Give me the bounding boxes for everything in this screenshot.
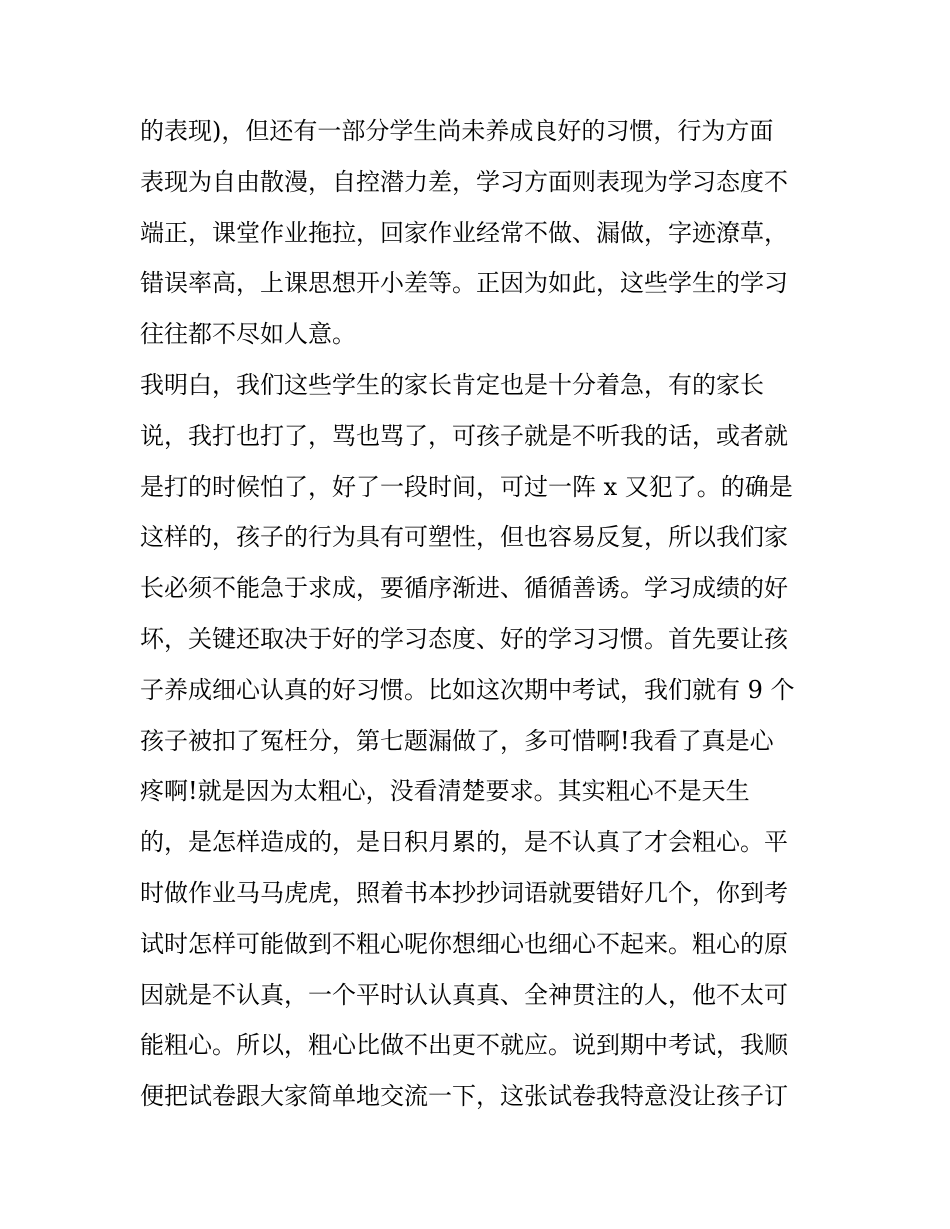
text-line: 能粗心。所以，粗心比做不出更不就应。说到期中考试，我顺 [140,1031,788,1060]
text-line: 表现为自由散漫，自控潜力差，学习方面则表现为学习态度不 [140,167,788,196]
text-line: 端正，课堂作业拖拉，回家作业经常不做、漏做，字迹潦草， [140,218,788,247]
text-line: 我明白，我们这些学生的家长肯定也是十分着急，有的家长 [140,370,764,399]
text-line: 子养成细心认真的好习惯。比如这次期中考试，我们就有 9 个 [140,675,795,704]
text-line: 往往都不尽如人意。 [140,320,356,349]
document-body [140,106,820,1122]
text-line: 孩子被扣了冤枉分，第七题漏做了，多可惜啊!我看了真是心 [140,726,774,755]
text-line: 试时怎样可能做到不粗心呢你想细心也细心不起来。粗心的原 [140,929,788,958]
text-line: 便把试卷跟大家简单地交流一下，这张试卷我特意没让孩子订 [140,1082,788,1111]
text-line: 因就是不认真，一个平时认认真真、全神贯注的人，他不太可 [140,980,788,1009]
text-line: 长必须不能急于求成，要循序渐进、循循善诱。学习成绩的好 [140,574,788,603]
text-line: 是打的时候怕了，好了一段时间，可过一阵 x 又犯了。的确是 [140,472,793,501]
text-line: 的，是怎样造成的，是日积月累的，是不认真了才会粗心。平 [140,828,788,857]
text-line: 说，我打也打了，骂也骂了，可孩子就是不听我的话，或者就 [140,421,788,450]
text-line: 坏，关键还取决于好的学习态度、好的学习习惯。首先要让孩 [140,624,788,653]
text-line: 的表现)，但还有一部分学生尚未养成良好的习惯，行为方面 [140,117,774,145]
text-line: 疼啊!就是因为太粗心，没看清楚要求。其实粗心不是天生 [140,777,750,806]
text-line: 错误率高，上课思想开小差等。正因为如此，这些学生的学习 [140,269,788,298]
text-line: 这样的，孩子的行为具有可塑性，但也容易反复，所以我们家 [140,523,788,552]
text-line: 时做作业马马虎虎，照着书本抄抄词语就要错好几个，你到考 [140,878,788,907]
